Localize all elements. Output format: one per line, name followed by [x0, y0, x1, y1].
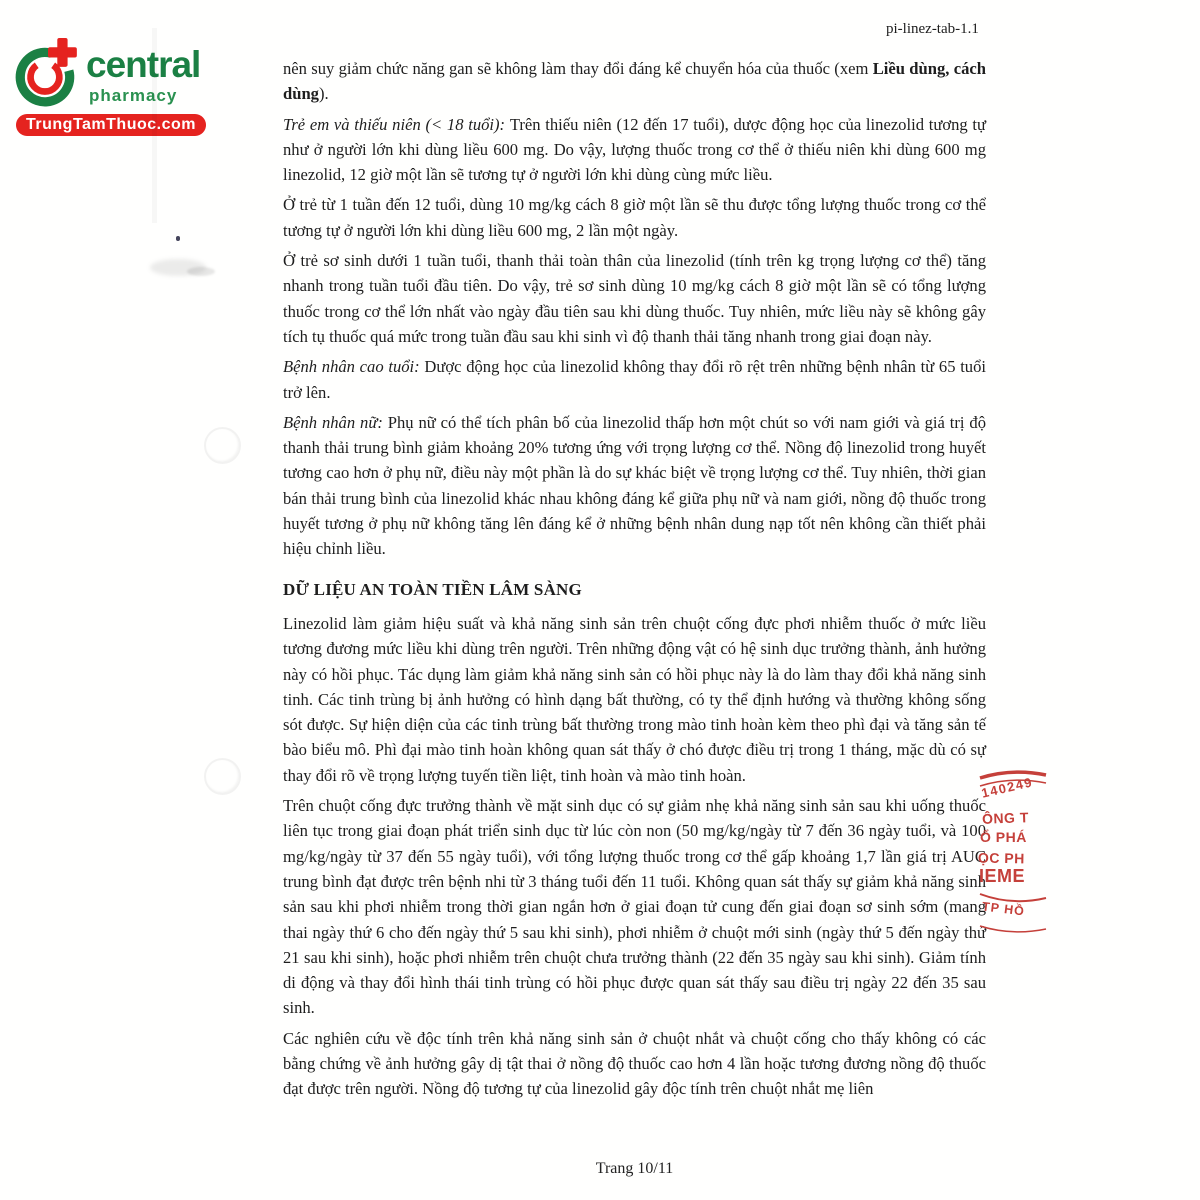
scan-smudge	[187, 267, 215, 276]
text-run: Các nghiên cứu về độc tính trên khả năng sinh sản ở chuột nhắt và chuột cống cho thấy không có các bằng chứng về ảnh hưởng gây dị tật thai ở nồng độ thuốc cao hơn 4 lần hoặc tương đương nồng độ thuốc đạt được trên người. Nồng độ tương tự của linezolid gây độc tính trên chuột nhắt mẹ liên	[283, 1028, 986, 1099]
text-run: Ở trẻ sơ sinh dưới 1 tuần tuổi, thanh thải toàn thân của linezolid (tính trên kg trọng lượng cơ thể) tăng nhanh trong tuần tuổi đầu tiên. Do vậy, trẻ sơ sinh dùng 10 mg/kg cách 8 giờ một lần sẽ có tổng lượng thuốc trong cơ thể lớn nhất vào ngày đầu tiên sau khi dùng thuốc. Tuy nhiên, mức liều này sẽ không gây tích tụ thuốc quá mức trong tuần đầu sau khi sinh vì độ thanh thải tăng nhanh trong giai đoạn này.	[283, 251, 986, 346]
logo-brand-text: central	[86, 44, 201, 85]
website-badge	[16, 114, 206, 136]
stamp-text-fragment: ÔNG T	[981, 809, 1030, 827]
paragraph	[283, 56, 986, 107]
stamp-text-fragment: 140249	[979, 774, 1035, 801]
text-run: Trên thiếu niên (12 đến 17 tuổi), dược động học của linezolid tương tự như ở người lớn khi dùng liều 600 mg. Do vậy, lượng thuốc trong cơ thể ở thiếu niên khi dùng 600 mg linezolid, 12 giờ một lần sẽ tương tự ở người lớn khi dùng cùng mức liều.	[283, 114, 987, 185]
document-code: pi-linez-tab-1.1	[886, 21, 979, 37]
text-run: Bệnh nhân nữ:	[283, 412, 388, 432]
paragraph	[283, 410, 986, 562]
hole-punch-mark	[204, 758, 241, 795]
paragraph	[283, 1026, 986, 1102]
paragraph	[283, 192, 986, 243]
text-run: Trên chuột cống đực trưởng thành về mặt sinh dục có sự giảm nhẹ khả năng sinh sản sau khi uống thuốc liên tục trong giai đoạn phát triển sinh dục từ lúc còn non (50 mg/kg/ngày từ 7 đến 36 ngày tuổi, và 100 mg/kg/ngày từ 37 đến 55 ngày tuổi), với tổng lượng thuốc trong cơ thể gấp khoảng 1,7 lần giá trị AUC trung bình đạt được trên bệnh nhi từ 3 tháng tuổi đến 11 tuổi. Không quan sát thấy sự giảm khả năng sinh sản sau khi phơi nhiễm trong thời gian ngắn hơn ở giai đoạn tử cung đến giai đoạn sơ sinh sớm (mang thai ngày thứ 6 cho đến ngày thứ 5 sau khi sinh), phơi nhiễm ở chuột mới sinh (ngày thứ 5 đến ngày thứ 21 sau khi sinh), hoặc phơi nhiễm trên chuột chưa trưởng thành (22 đến 35 ngày sau khi sinh). Giảm tính di động và thay đổi hình thái tinh trùng có hồi phục được quan sát thấy sau điều trị ngày 22 đến 35 sau sinh.	[283, 796, 986, 1018]
stamp-text-fragment: IEME	[979, 866, 1026, 886]
hole-punch-mark	[204, 427, 241, 464]
stamp-text-fragment: ỌC PH	[977, 849, 1025, 867]
page-number: Trang 10/11	[595, 1160, 674, 1177]
paragraph	[283, 112, 986, 188]
paragraph	[283, 793, 986, 1021]
text-run: Bệnh nhân cao tuổi:	[283, 357, 425, 377]
red-stamp	[978, 766, 1048, 936]
document-body	[283, 56, 986, 1107]
central-pharmacy-logo-icon	[14, 38, 80, 113]
text-run: nên suy giảm chức năng gan sẽ không làm thay đổi đáng kể chuyển hóa của thuốc (xem	[283, 59, 873, 78]
website-label: TrungTamThuoc.com	[26, 116, 196, 133]
stamp-text-fragment: TP HỒ	[981, 899, 1026, 919]
logo-subtitle-text: pharmacy	[89, 86, 178, 105]
text-run: Trẻ em và thiếu niên (< 18 tuổi):	[283, 114, 510, 134]
stamp-text-fragment: Ổ PHÁ	[980, 829, 1027, 845]
text-run: Ở trẻ từ 1 tuần đến 12 tuổi, dùng 10 mg/kg cách 8 giờ một lần sẽ thu được tổng lượng thuốc trong cơ thể tương tự ở người lớn khi dùng liều 600 mg, 2 lần một ngày.	[283, 195, 986, 240]
paragraph	[283, 248, 986, 349]
central-pharmacy-logo	[14, 38, 214, 133]
text-run: Linezolid làm giảm hiệu suất và khả năng sinh sản trên chuột cống đực phơi nhiễm thuốc ở mức liều tương đương mức liều khi dùng trên người. Trên những động vật có hệ sinh dục trưởng thành, ảnh hưởng này có hồi phục. Tác dụng làm giảm khả năng sinh sản có hồi phục này là do làm thay đổi khả năng sinh tinh. Các tinh trùng bị ảnh hưởng có hình dạng bất thường, có ty thể định hướng và thường không sống sót được. Sự hiện diện của các tinh trùng bất thường trong mào tinh hoàn kèm theo phì đại và tăng sản tế bào biểu mô. Phì đại mào tinh hoàn không quan sát thấy ở chó được điều trị trong 1 tháng, mặc dù có sự thay đổi rõ về trọng lượng tuyến tiền liệt, tinh hoàn và mào tinh hoàn.	[283, 613, 986, 785]
logo-row	[14, 38, 214, 110]
text-run: ).	[318, 84, 329, 104]
scan-fold-artifact	[152, 28, 157, 223]
ink-speck	[176, 236, 180, 241]
paragraph	[283, 611, 986, 788]
paragraph	[283, 354, 986, 405]
text-run: Dược động học của linezolid không thay đổi rõ rệt trên những bệnh nhân từ 65 tuổi trở lên.	[283, 357, 987, 402]
section-heading: DỮ LIỆU AN TOÀN TIỀN LÂM SÀNG	[283, 579, 582, 599]
text-run: Liều dùng, cách dùng	[283, 59, 986, 104]
text-run: Phụ nữ có thể tích phân bố của linezolid thấp hơn một chút so với nam giới và giá trị độ thanh thải trung bình giảm khoảng 20% tương ứng với trọng lượng cơ thể. Nồng độ linezolid trong huyết tương cao hơn ở phụ nữ, điều này một phần là do sự khác biệt về trọng lượng cơ thể. Tuy nhiên, thời gian bán thải trung bình của linezolid khác nhau không đáng kể giữa phụ nữ và nam giới, nồng độ thuốc trong huyết tương ở phụ nữ không tăng lên đáng kể ở những bệnh nhân dung nạp tốt nên không cần thiết phải hiệu chỉnh liều.	[283, 412, 986, 559]
